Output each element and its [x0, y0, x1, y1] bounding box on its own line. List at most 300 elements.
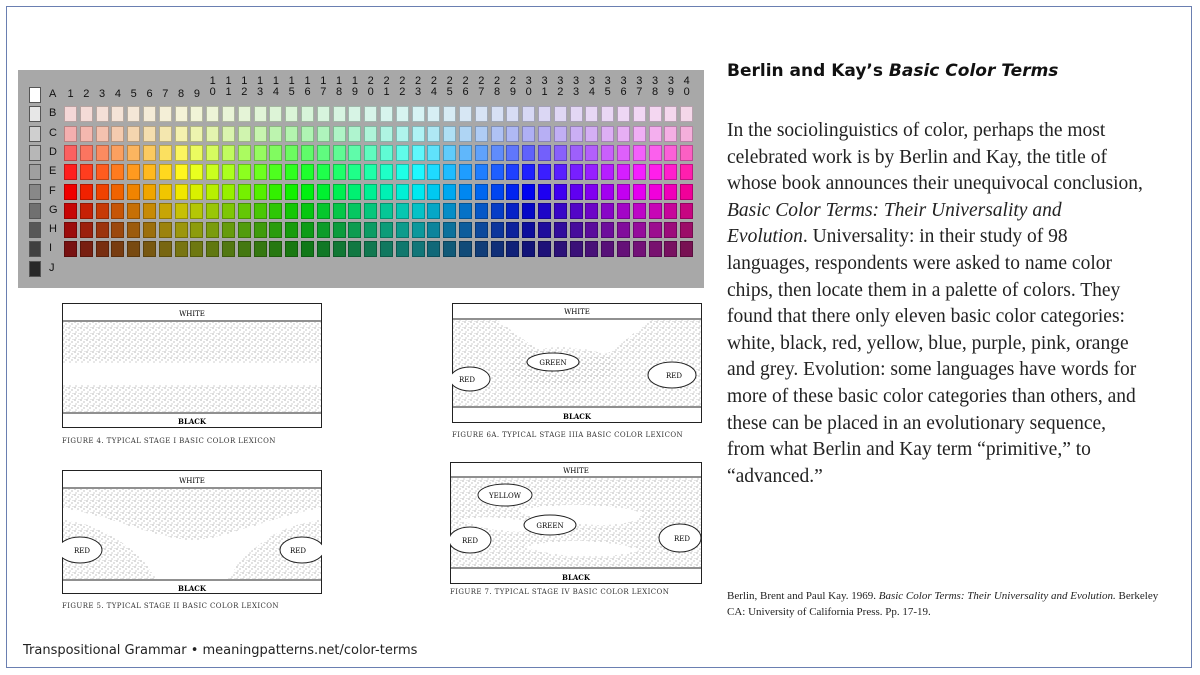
hue-column-number: 1 2: [241, 75, 248, 98]
color-chip: [506, 241, 519, 257]
hue-column-number: 2 8: [494, 75, 501, 98]
color-chip: [317, 164, 330, 180]
color-chip: [333, 106, 346, 122]
color-chip: [111, 184, 124, 200]
color-chip: [633, 164, 646, 180]
color-chip: [127, 184, 140, 200]
color-chip: [317, 145, 330, 161]
hue-column-number: 2: [83, 88, 90, 100]
color-chip: [380, 222, 393, 238]
color-chip: [585, 126, 598, 142]
figure-region-label: RED: [462, 537, 478, 545]
row-letter: H: [49, 223, 57, 236]
color-chip: [269, 164, 282, 180]
color-chip: [301, 222, 314, 238]
color-chip: [506, 222, 519, 238]
color-chip: [633, 241, 646, 257]
color-chip: [301, 241, 314, 257]
color-chip: [96, 241, 109, 257]
color-chip: [206, 106, 219, 122]
color-chip: [649, 164, 662, 180]
color-chip: [554, 145, 567, 161]
hue-column-number: 1: [67, 88, 74, 100]
color-chip: [491, 106, 504, 122]
figure-black-label: BLACK: [178, 584, 206, 593]
color-chip: [459, 164, 472, 180]
hue-column-number: 3 2: [557, 75, 564, 98]
row-letter: G: [49, 203, 58, 216]
gray-chip: [29, 126, 41, 142]
gray-chip: [29, 145, 41, 161]
body-text-part-1: In the sociolinguistics of color, perhaps the most celebrated work is by Berlin and Kay, the title of whose book announces their unequivocal conclusion,: [727, 120, 1143, 195]
color-chip: [380, 164, 393, 180]
color-chip: [554, 241, 567, 257]
color-chip: [238, 106, 251, 122]
color-chip: [617, 241, 630, 257]
color-chip: [285, 241, 298, 257]
color-chip: [190, 184, 203, 200]
color-chip: [554, 126, 567, 142]
gray-chip: [29, 87, 41, 103]
color-chip: [348, 184, 361, 200]
color-chip: [175, 106, 188, 122]
color-chip: [522, 106, 535, 122]
color-chip: [333, 203, 346, 219]
hue-column-number: 1 7: [320, 75, 327, 98]
color-chip: [143, 241, 156, 257]
color-chip: [633, 222, 646, 238]
color-chip: [570, 203, 583, 219]
color-chip: [459, 203, 472, 219]
color-chip: [301, 184, 314, 200]
body-book-title: Basic Color Terms: Their Universality and Evolution: [727, 199, 1062, 248]
hue-column-number: 3 7: [636, 75, 643, 98]
color-chip: [585, 145, 598, 161]
color-chip: [143, 203, 156, 219]
color-chip: [475, 106, 488, 122]
color-chip: [206, 241, 219, 257]
color-chip: [475, 222, 488, 238]
figure-white-label: WHITE: [564, 308, 590, 316]
color-chip: [649, 184, 662, 200]
color-chip: [601, 184, 614, 200]
color-chip: [175, 126, 188, 142]
figure-white-label: WHITE: [563, 467, 589, 475]
figure-white-label: WHITE: [179, 310, 205, 318]
color-chip: [364, 106, 377, 122]
color-chip: [222, 145, 235, 161]
color-chip: [491, 126, 504, 142]
color-chip: [80, 164, 93, 180]
color-chip: [96, 106, 109, 122]
color-chip: [491, 164, 504, 180]
color-chip: [159, 203, 172, 219]
color-chip: [443, 164, 456, 180]
color-chip: [585, 241, 598, 257]
color-chip: [64, 106, 77, 122]
color-chip: [522, 126, 535, 142]
color-chip: [190, 222, 203, 238]
color-chip: [459, 184, 472, 200]
color-chip: [348, 106, 361, 122]
color-chip: [364, 203, 377, 219]
color-chip: [64, 241, 77, 257]
color-chip: [127, 145, 140, 161]
color-chip: [649, 241, 662, 257]
color-chip: [317, 106, 330, 122]
color-chip: [427, 184, 440, 200]
figure-region-label: RED: [666, 372, 682, 380]
color-chip: [427, 241, 440, 257]
color-chip: [664, 106, 677, 122]
color-chip: [570, 222, 583, 238]
color-chip: [317, 241, 330, 257]
color-chip: [664, 222, 677, 238]
color-chip: [190, 203, 203, 219]
color-chip: [427, 106, 440, 122]
color-chip: [554, 184, 567, 200]
color-chip: [96, 184, 109, 200]
heading-book-title: Basic Color Terms: [888, 61, 1059, 81]
color-chip: [585, 222, 598, 238]
color-chip: [333, 222, 346, 238]
color-chip: [412, 126, 425, 142]
color-chip: [601, 106, 614, 122]
hue-column-number: 4 0: [683, 75, 690, 98]
color-chip: [111, 145, 124, 161]
color-chip: [412, 241, 425, 257]
color-chip: [538, 222, 551, 238]
color-chip: [475, 145, 488, 161]
color-chip: [506, 106, 519, 122]
hue-column-number: 4: [114, 88, 121, 100]
gray-chip: [29, 241, 41, 257]
gray-chip: [29, 184, 41, 200]
color-chip: [159, 126, 172, 142]
color-chip: [206, 126, 219, 142]
color-chip: [96, 164, 109, 180]
color-chip: [554, 203, 567, 219]
color-chip: [601, 145, 614, 161]
color-chip: [348, 145, 361, 161]
color-chip: [127, 222, 140, 238]
color-chip: [475, 203, 488, 219]
color-chip: [443, 241, 456, 257]
color-chip: [254, 145, 267, 161]
color-chip: [522, 241, 535, 257]
color-chip: [585, 203, 598, 219]
color-chip: [64, 164, 77, 180]
color-chip: [206, 145, 219, 161]
hue-column-number: 3 3: [573, 75, 580, 98]
color-chip: [64, 126, 77, 142]
color-chip: [396, 241, 409, 257]
color-chip: [396, 126, 409, 142]
color-chip: [664, 184, 677, 200]
munsell-color-chart: [18, 70, 704, 288]
color-chip: [238, 222, 251, 238]
citation: [727, 588, 1177, 620]
color-chip: [601, 222, 614, 238]
color-chip: [601, 203, 614, 219]
color-chip: [585, 184, 598, 200]
color-chip: [190, 106, 203, 122]
color-chip: [664, 203, 677, 219]
color-chip: [222, 203, 235, 219]
figure-black-label: BLACK: [563, 412, 591, 421]
color-chip: [254, 164, 267, 180]
figure-region-label: GREEN: [536, 522, 564, 530]
color-chip: [522, 184, 535, 200]
color-chip: [491, 241, 504, 257]
color-chip: [538, 106, 551, 122]
color-chip: [96, 222, 109, 238]
color-chip: [364, 126, 377, 142]
color-chip: [396, 145, 409, 161]
hue-column-number: 5: [130, 88, 137, 100]
color-chip: [222, 126, 235, 142]
color-chip: [617, 222, 630, 238]
row-letter: I: [49, 242, 53, 255]
color-chip: [364, 184, 377, 200]
color-chip: [617, 184, 630, 200]
color-chip: [475, 126, 488, 142]
color-chip: [380, 126, 393, 142]
color-chip: [238, 126, 251, 142]
color-chip: [396, 184, 409, 200]
color-chip: [680, 106, 693, 122]
color-chip: [649, 222, 662, 238]
hue-column-number: 3 4: [588, 75, 595, 98]
color-chip: [317, 126, 330, 142]
hue-column-number: 2 2: [399, 75, 406, 98]
color-chip: [617, 106, 630, 122]
color-chip: [364, 145, 377, 161]
color-chip: [206, 203, 219, 219]
color-chip: [269, 203, 282, 219]
color-chip: [633, 126, 646, 142]
color-chip: [633, 184, 646, 200]
color-chip: [538, 184, 551, 200]
color-chip: [254, 222, 267, 238]
color-chip: [396, 203, 409, 219]
color-chip: [601, 126, 614, 142]
citation-publisher: Berkeley CA: University of California Press. Pp. 17-19.: [727, 590, 1159, 618]
color-chip: [333, 241, 346, 257]
color-chip: [617, 164, 630, 180]
hue-column-number: 2 3: [415, 75, 422, 98]
color-chip: [127, 241, 140, 257]
color-chip: [317, 184, 330, 200]
hue-column-number: 3 5: [604, 75, 611, 98]
figure-white-label: WHITE: [179, 477, 205, 485]
color-chip: [333, 164, 346, 180]
color-chip: [491, 184, 504, 200]
color-chip: [664, 145, 677, 161]
color-chip: [443, 145, 456, 161]
color-chip: [317, 222, 330, 238]
color-chip: [443, 126, 456, 142]
color-chip: [111, 203, 124, 219]
color-chip: [222, 241, 235, 257]
figure-stage-3a: [452, 303, 702, 443]
color-chip: [585, 164, 598, 180]
color-chip: [254, 241, 267, 257]
row-letter: B: [49, 107, 57, 120]
color-chip: [522, 164, 535, 180]
row-letter: E: [49, 165, 57, 178]
hue-column-number: 3 8: [652, 75, 659, 98]
color-chip: [301, 203, 314, 219]
color-chip: [475, 164, 488, 180]
color-chip: [80, 106, 93, 122]
figure-region-label: RED: [74, 547, 90, 555]
color-chip: [111, 126, 124, 142]
color-chip: [96, 203, 109, 219]
color-chip: [333, 184, 346, 200]
color-chip: [254, 203, 267, 219]
color-chip: [506, 203, 519, 219]
hue-column-number: 1 1: [225, 75, 232, 98]
color-chip: [522, 222, 535, 238]
color-chip: [269, 106, 282, 122]
color-chip: [348, 222, 361, 238]
color-chip: [348, 126, 361, 142]
color-chip: [412, 222, 425, 238]
color-chip: [285, 222, 298, 238]
hue-column-number: 3 9: [667, 75, 674, 98]
color-chip: [427, 164, 440, 180]
color-chip: [190, 241, 203, 257]
color-chip: [64, 184, 77, 200]
color-chip: [143, 222, 156, 238]
color-chip: [459, 106, 472, 122]
color-chip: [427, 126, 440, 142]
color-chip: [222, 222, 235, 238]
color-chip: [443, 203, 456, 219]
color-chip: [127, 164, 140, 180]
hue-column-number: 8: [178, 88, 185, 100]
color-chip: [506, 164, 519, 180]
color-chip: [601, 241, 614, 257]
color-chip: [222, 106, 235, 122]
gray-chip: [29, 261, 41, 277]
color-chip: [538, 126, 551, 142]
hue-column-number: 1 6: [304, 75, 311, 98]
color-chip: [538, 164, 551, 180]
figure-caption: FIGURE 7. TYPICAL STAGE IV BASIC COLOR LEXICON: [450, 588, 670, 596]
color-chip: [570, 241, 583, 257]
color-chip: [238, 164, 251, 180]
row-letter: C: [49, 126, 57, 139]
color-chip: [585, 106, 598, 122]
color-chip: [412, 203, 425, 219]
color-chip: [159, 106, 172, 122]
hue-column-number: 2 4: [430, 75, 437, 98]
body-text-part-2: . Universality: in their study of 98 languages, respondents were asked to name color chips, then locate them in a palette of colors. They found that there only eleven basic color categories: white, black, red, yellow, blue, purple, pink, orange and grey. Evolution: some languages have words for more of these basic color categories than others, and these can be placed in an evolutionary sequence, from what Berlin and Kay term “primitive,” to “advanced.”: [727, 226, 1137, 487]
color-chip: [285, 184, 298, 200]
color-chip: [111, 164, 124, 180]
hue-column-number: 1 4: [272, 75, 279, 98]
color-chip: [380, 145, 393, 161]
body-paragraph: [727, 118, 1147, 490]
color-chip: [80, 203, 93, 219]
color-chip: [301, 145, 314, 161]
color-chip: [301, 126, 314, 142]
color-chip: [285, 106, 298, 122]
color-chip: [285, 164, 298, 180]
color-chip: [506, 184, 519, 200]
color-chip: [491, 203, 504, 219]
figure-stage-4: [450, 462, 702, 602]
color-chip: [491, 222, 504, 238]
figure-region-label: RED: [459, 376, 475, 384]
color-chip: [143, 126, 156, 142]
color-chip: [570, 145, 583, 161]
color-chip: [491, 145, 504, 161]
color-chip: [143, 164, 156, 180]
color-chip: [633, 145, 646, 161]
color-chip: [443, 184, 456, 200]
figure-black-label: BLACK: [562, 573, 590, 582]
row-letter: J: [49, 261, 55, 274]
hue-column-number: 2 7: [478, 75, 485, 98]
color-chip: [396, 106, 409, 122]
figure-region-label: RED: [674, 535, 690, 543]
color-chip: [175, 241, 188, 257]
color-chip: [159, 184, 172, 200]
color-chip: [301, 164, 314, 180]
color-chip: [412, 164, 425, 180]
color-chip: [459, 222, 472, 238]
color-chip: [190, 126, 203, 142]
color-chip: [269, 145, 282, 161]
gray-chip: [29, 203, 41, 219]
hue-column-number: 3 0: [525, 75, 532, 98]
color-chip: [617, 126, 630, 142]
color-chip: [475, 184, 488, 200]
color-chip: [680, 145, 693, 161]
gray-chip: [29, 106, 41, 122]
color-chip: [364, 164, 377, 180]
color-chip: [680, 164, 693, 180]
color-chip: [143, 106, 156, 122]
color-chip: [269, 126, 282, 142]
color-chip: [664, 241, 677, 257]
row-letter: A: [49, 88, 57, 100]
color-chip: [633, 106, 646, 122]
color-chip: [301, 106, 314, 122]
figure-caption: FIGURE 6A. TYPICAL STAGE IIIA BASIC COLOR LEXICON: [452, 431, 684, 439]
color-chip: [143, 184, 156, 200]
color-chip: [254, 126, 267, 142]
color-chip: [554, 106, 567, 122]
color-chip: [64, 222, 77, 238]
color-chip: [570, 164, 583, 180]
hue-column-number: 7: [162, 88, 169, 100]
color-chip: [285, 126, 298, 142]
color-chip: [649, 203, 662, 219]
color-chip: [601, 164, 614, 180]
color-chip: [206, 222, 219, 238]
color-chip: [680, 203, 693, 219]
hue-column-number: 1 8: [336, 75, 343, 98]
color-chip: [222, 184, 235, 200]
color-chip: [380, 106, 393, 122]
hue-column-number: 2 9: [509, 75, 516, 98]
color-chip: [159, 222, 172, 238]
color-chip: [111, 241, 124, 257]
